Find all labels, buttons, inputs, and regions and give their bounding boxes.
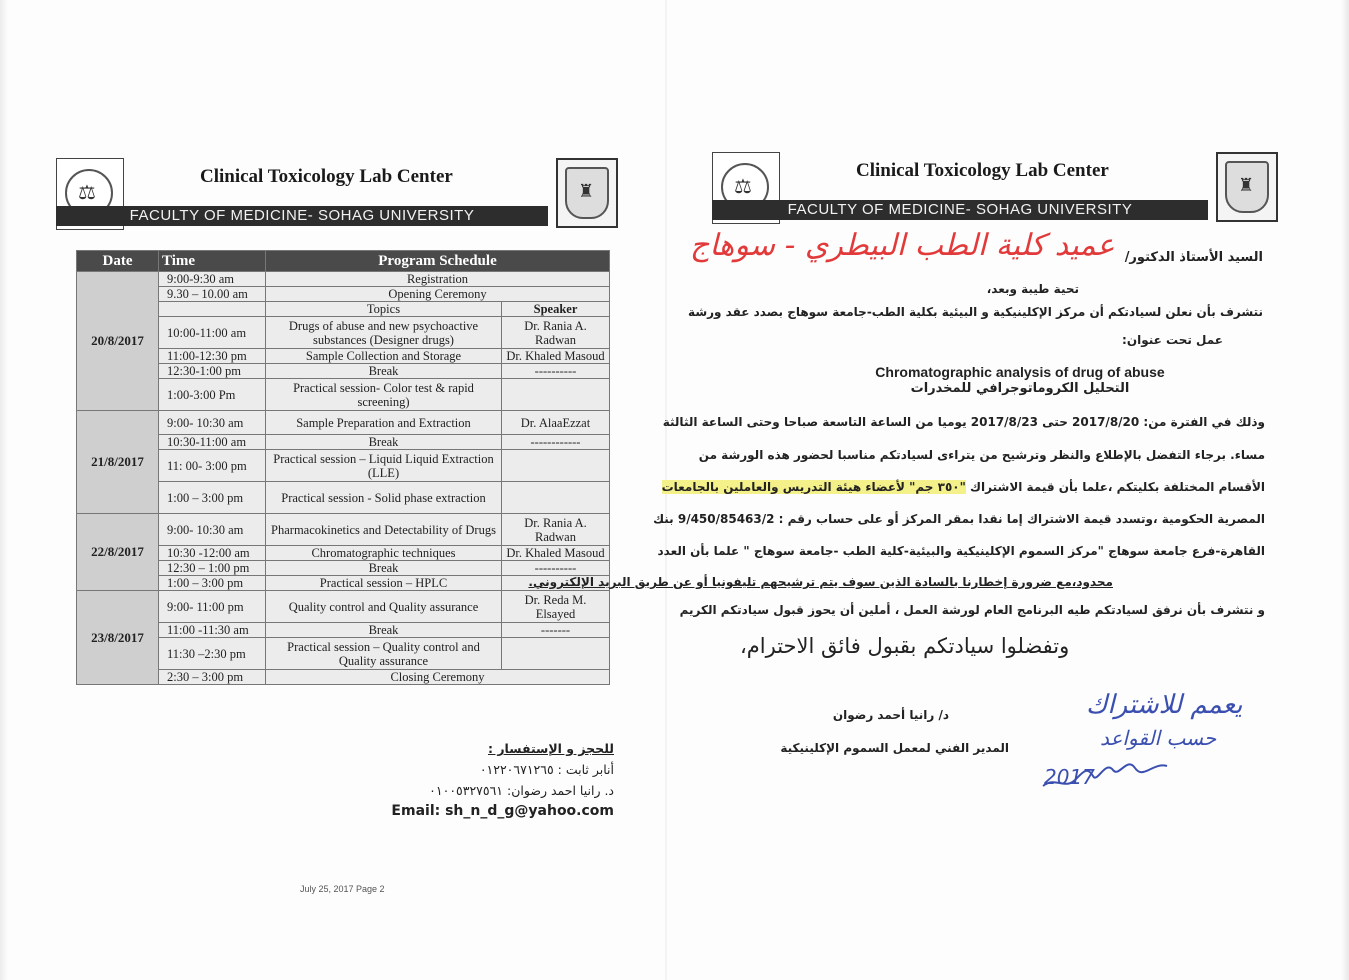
topic-cell: Pharmacokinetics and Detectability of Drugs <box>266 514 502 546</box>
handwritten-note-1: يعمم للاشتراك <box>1086 690 1243 720</box>
closing-line: وتفضلوا سيادتكم بقبول فائق الاحترام، <box>740 634 1070 658</box>
date-cell: 22/8/2017 <box>77 514 159 591</box>
time-header: Time <box>159 251 266 272</box>
scales-icon: ⚖ <box>734 176 752 198</box>
topics-label: Topics <box>266 302 502 317</box>
line-3-text: الأقسام المختلفة بكليتكم ،علما بأن قيمة الاشتراك <box>965 480 1265 494</box>
letter-line-1: وذلك في الفترة من: 2017/8/20 حتى 2017/8/23 يوميا من الساعة التاسعة صباحا وحتى الساعة الثالثة <box>662 415 1265 429</box>
speaker-cell: ------------ <box>502 435 610 450</box>
contact-phone-2: د. رانيا احمد رضوان: ٠١٠٠٥٣٢٧٥٦١ <box>429 783 614 798</box>
time-cell: 9:00- 10:30 am <box>159 411 266 435</box>
time-cell: 1:00 – 3:00 pm <box>159 482 266 514</box>
date-cell: 23/8/2017 <box>77 591 159 685</box>
topic-cell: Opening Ceremony <box>266 287 610 302</box>
speaker-cell: Dr. Rania A. Radwan <box>502 317 610 349</box>
speaker-cell <box>502 638 610 670</box>
speaker-cell <box>502 482 610 514</box>
topic-cell: Drugs of abuse and new psychoactive substances (Designer drugs) <box>266 317 502 349</box>
topic-cell: Break <box>266 623 502 638</box>
topic-cell: Break <box>266 364 502 379</box>
header-title: Clinical Toxicology Lab Center <box>856 160 1109 181</box>
handwritten-note-2: حسب القواعد <box>1100 726 1217 750</box>
time-cell: 12:30 – 1:00 pm <box>159 561 266 576</box>
table-header-row <box>77 251 610 272</box>
topic-cell: Quality control and Quality assurance <box>266 591 502 623</box>
letter-paragraph-1: نتشرف بأن نعلن لسيادتكم أن مركز الإكلينيكية و البيئية بكلية الطب-جامعة سوهاج بصدد عقد ورشة <box>688 305 1263 319</box>
shield-icon: ♜ <box>578 181 595 201</box>
speaker-cell: ---------- <box>502 561 610 576</box>
table-row <box>77 591 610 623</box>
time-cell: 12:30-1:00 pm <box>159 364 266 379</box>
topic-cell: Practical session – HPLC <box>266 576 502 591</box>
topic-cell: Break <box>266 435 502 450</box>
time-cell: 9:00-9:30 am <box>159 272 266 287</box>
highlighted-fee: "٣٥٠ جم" لأعضاء هيئة التدريس والعاملين بالجامعات <box>661 480 966 494</box>
faculty-bar: FACULTY OF MEDICINE- SOHAG UNIVERSITY <box>56 206 548 226</box>
left-header <box>56 158 618 230</box>
speaker-cell: Dr. Khaled Masoud <box>502 546 610 561</box>
contact-heading: للحجز و الإستفسار : <box>487 741 614 756</box>
letter-line-6: محدود،مع ضرورة إخطارنا بالسادة الذين سوف يتم ترشيحهم تليفونيا أو عن طريق البريد الإلكتروني. <box>528 575 1113 589</box>
letter-line-4: المصرية الحكومية ،وتسدد قيمة الاشتراك إما نقدا بمقر المركز أو على حساب رقم : 9/450/85463/2 بنك <box>653 512 1265 526</box>
time-cell: 11:30 –2:30 pm <box>159 638 266 670</box>
footer-date: July 25, 2017 Page 2 <box>300 884 385 894</box>
letter-paragraph-2: عمل تحت عنوان: <box>1122 333 1223 347</box>
letter-line-7: و نتشرف بأن نرفق لسيادتكم طيه البرنامج العام لورشة العمل ، أملين أن يحوز قبول سيادتكم الكريم <box>679 603 1265 617</box>
greeting: تحية طيبة وبعد، <box>986 282 1079 296</box>
workshop-title-ar: التحليل الكروماتوجرافي للمخدرات <box>910 381 1130 396</box>
time-cell: 11:00 -11:30 am <box>159 623 266 638</box>
contact-phone-1: أنابر ثابت : ٠١٢٢٠٦٧١٢٦٥ <box>479 762 614 777</box>
table-row <box>77 411 610 435</box>
topic-cell: Closing Ceremony <box>266 670 610 685</box>
speaker-cell <box>502 379 610 411</box>
topic-cell: Sample Preparation and Extraction <box>266 411 502 435</box>
speaker-label: Speaker <box>502 302 610 317</box>
speaker-cell: Dr. AlaaEzzat <box>502 411 610 435</box>
header-title: Clinical Toxicology Lab Center <box>200 166 453 187</box>
recipient-handwritten: عميد كلية الطب البيطري - سوهاج <box>690 228 1115 263</box>
topic-cell: Break <box>266 561 502 576</box>
program-header: Program Schedule <box>266 251 610 272</box>
time-cell: 9:00- 10:30 am <box>159 514 266 546</box>
date-header: Date <box>77 251 159 272</box>
date-cell: 20/8/2017 <box>77 272 159 411</box>
right-header <box>712 152 1274 224</box>
time-cell: 11: 00- 3:00 pm <box>159 450 266 482</box>
time-cell: 9:00- 11:00 pm <box>159 591 266 623</box>
topic-cell: Practical session – Quality control and Quality assurance <box>266 638 502 670</box>
university-crest <box>1216 152 1278 222</box>
university-crest <box>556 158 618 228</box>
table-row <box>77 272 610 287</box>
scales-icon: ⚖ <box>78 182 96 204</box>
letter-line-2: مساء. برجاء التفضل بالإطلاع والنظر وترشيح من يتراءى لسيادتكم مناسبا لحضور هذه الورشة من <box>698 448 1265 462</box>
faculty-bar: FACULTY OF MEDICINE- SOHAG UNIVERSITY <box>712 200 1208 220</box>
speaker-cell: ------- <box>502 623 610 638</box>
time-cell: 10:00-11:00 am <box>159 317 266 349</box>
speaker-cell: ---------- <box>502 364 610 379</box>
signer-name: د/ رانيا أحمد رضوان <box>832 708 949 722</box>
topic-cell: Practical session - Solid phase extraction <box>266 482 502 514</box>
time-cell: 2:30 – 3:00 pm <box>159 670 266 685</box>
table-row <box>77 514 610 546</box>
letter-line-5: القاهرة-فرع جامعة سوهاج "مركز السموم الإكلينيكية والبيئية-كلية الطب -جامعة سوهاج " علما بأن العدد <box>657 544 1265 558</box>
program-schedule-table <box>76 250 610 685</box>
time-cell: 11:00-12:30 pm <box>159 349 266 364</box>
salutation: السيد الأستاذ الدكتور/ <box>1124 250 1263 265</box>
contact-block <box>391 738 614 822</box>
speaker-cell: Dr. Khaled Masoud <box>502 349 610 364</box>
contact-email[interactable]: Email: sh_n_d_g@yahoo.com <box>391 803 614 819</box>
topic-cell: Sample Collection and Storage <box>266 349 502 364</box>
shield-icon: ♜ <box>1238 175 1255 195</box>
speaker-cell <box>502 450 610 482</box>
letter-line-3 <box>662 480 1265 494</box>
time-cell: 10:30 -12:00 am <box>159 546 266 561</box>
date-cell: 21/8/2017 <box>77 411 159 514</box>
time-cell: 9.30 – 10.00 am <box>159 287 266 302</box>
blank-cell <box>159 302 266 317</box>
speaker-cell: Dr. Reda M. Elsayed <box>502 591 610 623</box>
topic-cell: Practical session – Liquid Liquid Extraction (LLE) <box>266 450 502 482</box>
workshop-title-en: Chromatographic analysis of drug of abuse <box>875 364 1165 380</box>
topic-cell: Practical session- Color test & rapid screening) <box>266 379 502 411</box>
time-cell: 1:00 – 3:00 pm <box>159 576 266 591</box>
topic-cell: Chromatographic techniques <box>266 546 502 561</box>
signer-title: المدير الفني لمعمل السموم الإكلينيكية <box>780 741 1009 755</box>
time-cell: 1:00-3:00 Pm <box>159 379 266 411</box>
topic-cell: Registration <box>266 272 610 287</box>
speaker-cell: Dr. Rania A. Radwan <box>502 514 610 546</box>
signature-year: 2017 <box>1044 765 1095 789</box>
time-cell: 10:30-11:00 am <box>159 435 266 450</box>
